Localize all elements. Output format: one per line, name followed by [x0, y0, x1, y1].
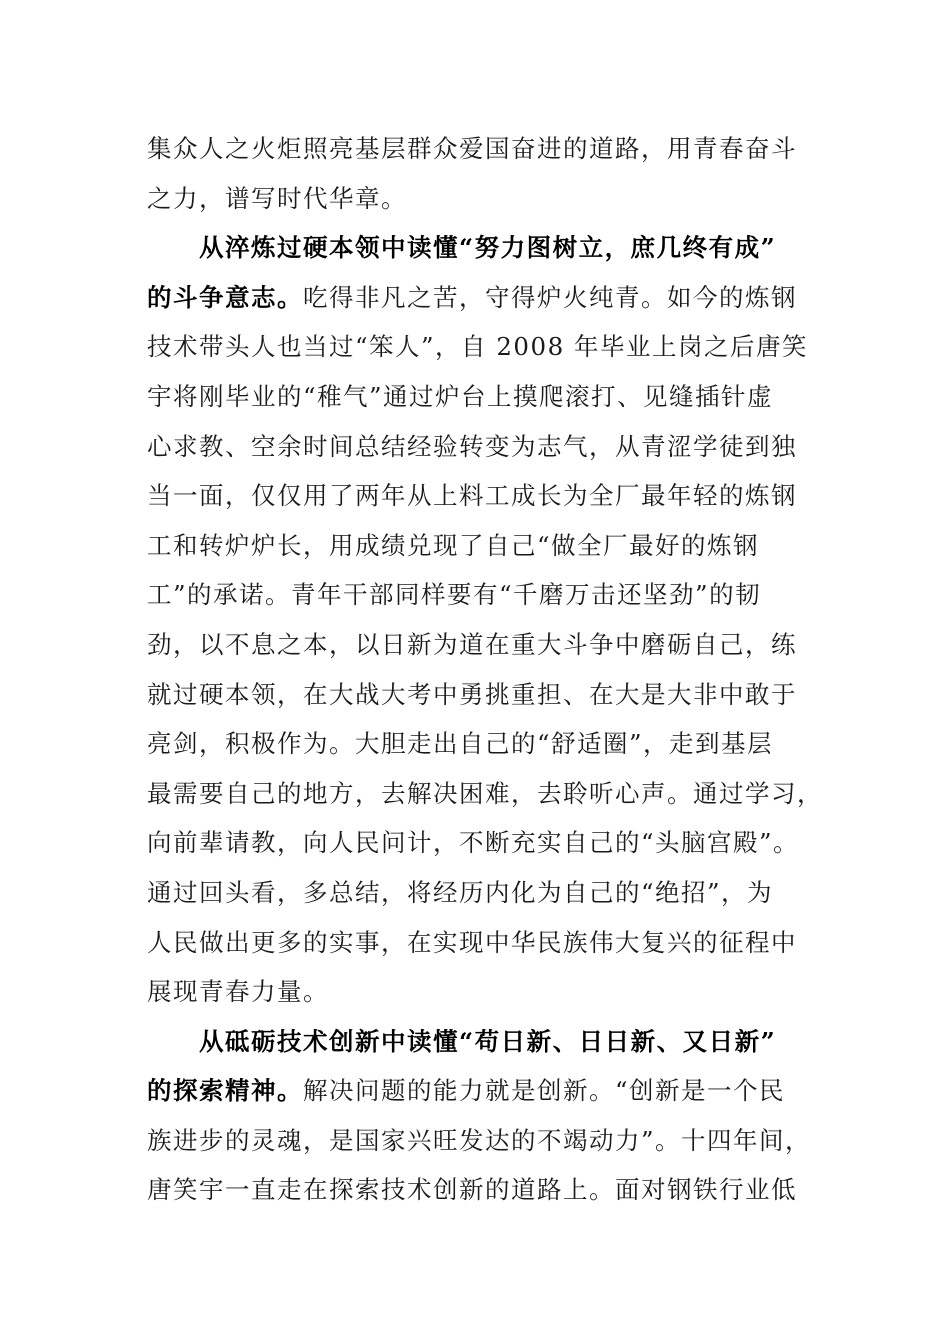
paragraph-line: 劲，以不息之本，以日新为道在重大斗争中磨砺自己，练: [147, 629, 797, 659]
paragraph-line: 集众人之火炬照亮基层群众爱国奋进的道路，用青春奋斗: [147, 134, 797, 163]
paragraph-text: 解决问题的能力就是创新。“创新是一个民: [303, 1076, 786, 1106]
paragraph-line: [147, 1066, 807, 1116]
paragraph-line: [147, 273, 807, 323]
document-body: [147, 124, 823, 1215]
paragraph-line: 向前辈请教，向人民问计，不断充实自己的“头脑宫殿”。: [147, 828, 800, 858]
paragraph-line: 就过硬本领，在大战大考中勇挑重担、在大是大非中敢于: [147, 679, 797, 709]
paragraph-line: 唐笑宇一直走在探索技术创新的道路上。面对钢铁行业低: [147, 1175, 797, 1205]
paragraph-line: 技术带头人也当过“笨人”，自 2008 年毕业上岗之后唐笑: [147, 332, 808, 362]
paragraph-line: 宇将刚毕业的“稚气”通过炉台上摸爬滚打、见缝插针虚: [147, 381, 774, 411]
section-heading-end: 的斗争意志。: [147, 282, 303, 312]
paragraph-line: 之力，谱写时代华章。: [147, 183, 407, 213]
paragraph-line: 通过回头看，多总结，将经历内化为自己的“绝招”，为: [147, 877, 774, 907]
section-heading: 从砥砺技术创新中读懂“苟日新、日日新、又日新”: [199, 1026, 777, 1056]
section-heading-end: 的探索精神。: [147, 1076, 303, 1106]
paragraph-line: 当一面，仅仅用了两年从上料工成长为全厂最年轻的炼钢: [147, 481, 797, 511]
paragraph-line: 展现青春力量。: [147, 977, 329, 1007]
section-heading: 从淬炼过硬本领中读懂“努力图树立，庶几终有成”: [199, 233, 777, 263]
paragraph-line: 亮剑，积极作为。大胆走出自己的“舒适圈”，走到基层: [147, 729, 774, 759]
paragraph-line: 最需要自己的地方，去解决困难，去聆听心声。通过学习，: [147, 778, 823, 808]
paragraph-line: 族进步的灵魂，是国家兴旺发达的不竭动力”。十四年间，: [147, 1125, 812, 1155]
paragraph-text: 吃得非凡之苦，守得炉火纯青。如今的炼钢: [303, 282, 797, 312]
paragraph-line: 工和转炉炉长，用成绩兑现了自己“做全厂最好的炼钢: [147, 530, 760, 560]
paragraph-line: 工”的承诺。青年干部同样要有“千磨万击还坚劲”的韧: [147, 580, 762, 610]
paragraph-line: 人民做出更多的实事，在实现中华民族伟大复兴的征程中: [147, 927, 797, 957]
paragraph-line: 心求教、空余时间总结经验转变为志气，从青涩学徒到独: [147, 431, 797, 461]
